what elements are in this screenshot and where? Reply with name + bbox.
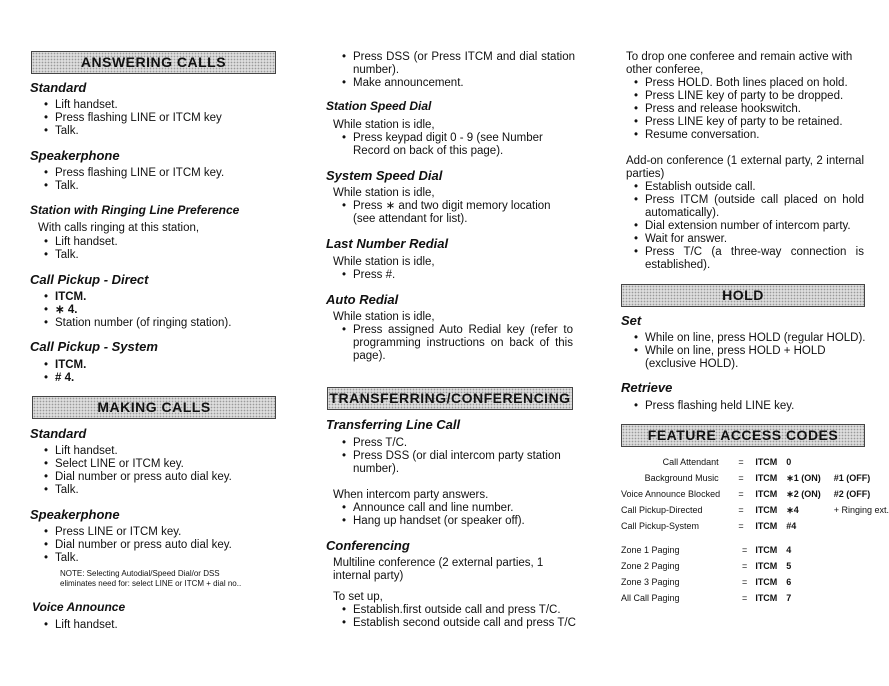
fac-code: ITCM xyxy=(755,457,778,467)
pickup-direct-heading: Call Pickup - Direct xyxy=(30,272,149,287)
list-item: • While on line, press HOLD (regular HOLD). xyxy=(632,332,867,345)
fac-value-on: 7 xyxy=(786,593,792,603)
fac-label: Zone 1 Paging xyxy=(621,545,680,555)
drop-conferee-list xyxy=(632,77,872,142)
auto-redial-list xyxy=(340,324,573,363)
fac-equals: = xyxy=(738,505,744,515)
fac-code: ITCM xyxy=(755,521,778,531)
fac-label: Call Attendant xyxy=(662,457,719,467)
fac-value-on: ∗2 (ON) xyxy=(786,488,821,499)
ringing-list xyxy=(42,236,282,262)
fac-equals: = xyxy=(742,561,748,571)
fac-equals: = xyxy=(738,473,744,483)
list-item: • Press #. xyxy=(340,269,575,282)
list-item: • Make announcement. xyxy=(340,77,575,90)
ringing-intro: With calls ringing at this station, xyxy=(38,222,200,234)
list-item: • Establish second outside call and press T/C xyxy=(340,617,580,630)
list-item: • Press and release hookswitch. xyxy=(632,103,872,116)
list-item: • Press T/C. xyxy=(340,437,575,450)
table-row xyxy=(621,542,889,558)
making-standard-list xyxy=(42,445,282,497)
list-item: • Press flashing LINE or ITCM key xyxy=(42,112,282,125)
list-item: • ∗ 4. xyxy=(42,304,282,317)
auto-redial-heading: Auto Redial xyxy=(326,292,399,307)
conferencing-intro: Multiline conference (2 external parties, 1 internal party) xyxy=(333,557,544,582)
fac-equals: = xyxy=(738,521,744,531)
intercom-list xyxy=(340,502,575,528)
table-row xyxy=(621,502,889,518)
fac-code: ITCM xyxy=(755,505,778,515)
voice-announce-heading: Voice Announce xyxy=(32,600,126,614)
fac-value-off: #2 (OFF) xyxy=(833,489,871,499)
list-item: • Wait for answer. xyxy=(632,233,864,246)
list-item: • Press ITCM (outside call placed on hold automatically). xyxy=(632,194,864,220)
standard-heading: Standard xyxy=(30,80,87,95)
auto-redial-intro: While station is idle, xyxy=(333,311,435,323)
fac-label: All Call Paging xyxy=(621,593,680,603)
pickup-direct-list xyxy=(42,291,282,330)
table-row xyxy=(621,590,889,606)
retrieve-heading: Retrieve xyxy=(621,380,673,395)
table-spacer xyxy=(621,534,889,542)
conferencing-heading: Conferencing xyxy=(326,538,410,553)
fac-label: Background Music xyxy=(644,473,719,483)
station-speed-dial-heading: Station Speed Dial xyxy=(326,99,432,113)
list-item: • Lift handset. xyxy=(42,445,282,458)
table-row xyxy=(621,454,889,470)
standard-list xyxy=(42,99,282,138)
transferring-heading: Transferring Line Call xyxy=(326,417,461,432)
fac-code: ITCM xyxy=(755,489,778,499)
autodial-note xyxy=(60,569,241,589)
drop-conferee-intro: To drop one conferee and remain active with other conferee, xyxy=(626,51,853,76)
ringing-preference-heading: Station with Ringing Line Preference xyxy=(30,203,240,217)
fac-label: Call Pickup-System xyxy=(621,521,700,531)
addon-intro: Add-on conference (1 external party, 2 internal parties) xyxy=(626,155,864,180)
fac-value-on: 5 xyxy=(786,561,792,571)
list-item: • While on line, press HOLD + HOLD (exclusive HOLD). xyxy=(632,345,867,371)
fac-equals: = xyxy=(738,457,744,467)
making-speakerphone-list xyxy=(42,526,282,565)
fac-value-on: 0 xyxy=(786,457,792,467)
list-item: • Press ∗ and two digit memory location (see attendant for list). xyxy=(340,200,575,226)
list-item: • Dial extension number of intercom party. xyxy=(632,220,864,233)
list-item: • Press LINE key of party to be retained. xyxy=(632,116,872,129)
fac-value-off xyxy=(834,590,889,606)
last-number-intro: While station is idle, xyxy=(333,256,435,268)
fac-value-off xyxy=(834,558,889,574)
fac-label: Zone 3 Paging xyxy=(621,577,680,587)
voice-announce-list xyxy=(42,619,282,632)
fac-value-off xyxy=(834,542,889,558)
fac-value-off xyxy=(834,518,889,534)
list-item: • Lift handset. xyxy=(42,236,282,249)
making-speakerphone-heading: Speakerphone xyxy=(30,507,120,522)
speakerphone-heading: Speakerphone xyxy=(30,148,120,163)
fac-label: Voice Announce Blocked xyxy=(621,489,721,499)
list-item: • Talk. xyxy=(42,180,282,193)
fac-value-off xyxy=(834,454,889,470)
fac-value-on: 6 xyxy=(786,577,792,587)
list-item: • Establish.first outside call and press T/C. xyxy=(340,604,580,617)
fac-equals: = xyxy=(742,545,748,555)
set-heading: Set xyxy=(621,313,642,328)
list-item: • Press LINE or ITCM key. xyxy=(42,526,282,539)
setup-list xyxy=(340,604,580,630)
system-speed-list xyxy=(340,200,575,226)
note-line: eliminates need for: select LINE or ITCM + dial no.. xyxy=(60,579,242,588)
set-list xyxy=(632,332,867,371)
note-line: NOTE: Selecting Autodial/Speed Dial/or DSS xyxy=(60,569,220,578)
fac-equals: = xyxy=(742,593,748,603)
fac-value-on: ∗1 (ON) xyxy=(786,472,821,483)
list-item: • Dial number or press auto dial key. xyxy=(42,539,282,552)
pickup-system-heading: Call Pickup - System xyxy=(30,339,158,354)
feature-access-codes-table xyxy=(621,454,889,606)
list-item: • Dial number or press auto dial key. xyxy=(42,471,282,484)
list-item: • Talk. xyxy=(42,249,282,262)
list-item: • Press LINE key of party to be dropped. xyxy=(632,90,872,103)
fac-value-on: ∗4 xyxy=(786,504,799,515)
list-item: • Lift handset. xyxy=(42,99,282,112)
station-speed-intro: While station is idle, xyxy=(333,119,435,131)
dss-list xyxy=(340,51,575,90)
list-item: • ITCM. xyxy=(42,291,282,304)
list-item: • Establish outside call. xyxy=(632,181,864,194)
feature-access-codes-banner: FEATURE ACCESS CODES xyxy=(621,424,865,447)
list-item: • Talk. xyxy=(42,125,282,138)
station-speed-list xyxy=(340,132,575,158)
list-item: • Press assigned Auto Redial key (refer to programming instructions on back of this page). xyxy=(340,324,573,363)
fac-code: ITCM xyxy=(755,561,778,571)
table-row xyxy=(621,470,889,486)
list-item: • Press flashing held LINE key. xyxy=(632,400,867,413)
list-item: • ITCM. xyxy=(42,359,282,372)
pickup-system-list xyxy=(42,359,282,385)
list-item: • Press DSS (or Press ITCM and dial station number). xyxy=(340,51,575,77)
list-item: • Station number (of ringing station). xyxy=(42,317,282,330)
fac-value-off xyxy=(834,574,889,590)
last-number-list xyxy=(340,269,575,282)
intercom-intro: When intercom party answers. xyxy=(333,489,489,501)
table-row xyxy=(621,518,889,534)
list-item: • Lift handset. xyxy=(42,619,282,632)
transferring-list xyxy=(340,437,575,476)
fac-code: ITCM xyxy=(755,545,778,555)
list-item: • Press T/C (a three-way connection is established). xyxy=(632,246,864,272)
list-item: • Select LINE or ITCM key. xyxy=(42,458,282,471)
list-item: • Talk. xyxy=(42,484,282,497)
list-item: • Hang up handset (or speaker off). xyxy=(340,515,575,528)
hold-banner: HOLD xyxy=(621,284,865,307)
table-row xyxy=(621,486,889,502)
fac-value-off: + Ringing ext. xyxy=(833,505,889,515)
answering-calls-banner: ANSWERING CALLS xyxy=(31,51,276,74)
transferring-banner: TRANSFERRING/CONFERENCING xyxy=(327,387,573,410)
list-item: • Press flashing LINE or ITCM key. xyxy=(42,167,282,180)
fac-value-off: #1 (OFF) xyxy=(833,473,871,483)
fac-code: ITCM xyxy=(755,473,778,483)
setup-intro: To set up, xyxy=(333,591,383,603)
fac-value-on: #4 xyxy=(786,521,797,531)
fac-equals: = xyxy=(738,489,744,499)
table-row xyxy=(621,558,889,574)
list-item: • Announce call and line number. xyxy=(340,502,575,515)
list-item: • Press HOLD. Both lines placed on hold. xyxy=(632,77,872,90)
retrieve-list xyxy=(632,400,867,413)
list-item: • # 4. xyxy=(42,372,282,385)
speakerphone-list xyxy=(42,167,282,193)
last-number-redial-heading: Last Number Redial xyxy=(326,236,449,251)
making-standard-heading: Standard xyxy=(30,426,87,441)
addon-list xyxy=(632,181,864,272)
table-row xyxy=(621,574,889,590)
list-item: • Press DSS (or dial intercom party station number). xyxy=(340,450,575,476)
system-speed-intro: While station is idle, xyxy=(333,187,435,199)
list-item: • Resume conversation. xyxy=(632,129,872,142)
list-item: • Talk. xyxy=(42,552,282,565)
fac-code: ITCM xyxy=(755,593,778,603)
making-calls-banner: MAKING CALLS xyxy=(32,396,276,419)
fac-code: ITCM xyxy=(755,577,778,587)
fac-value-on: 4 xyxy=(786,545,792,555)
system-speed-dial-heading: System Speed Dial xyxy=(326,168,443,183)
fac-equals: = xyxy=(742,577,748,587)
fac-label: Call Pickup-Directed xyxy=(621,505,703,515)
list-item: • Press keypad digit 0 - 9 (see Number Record on back of this page). xyxy=(340,132,575,158)
fac-label: Zone 2 Paging xyxy=(621,561,680,571)
